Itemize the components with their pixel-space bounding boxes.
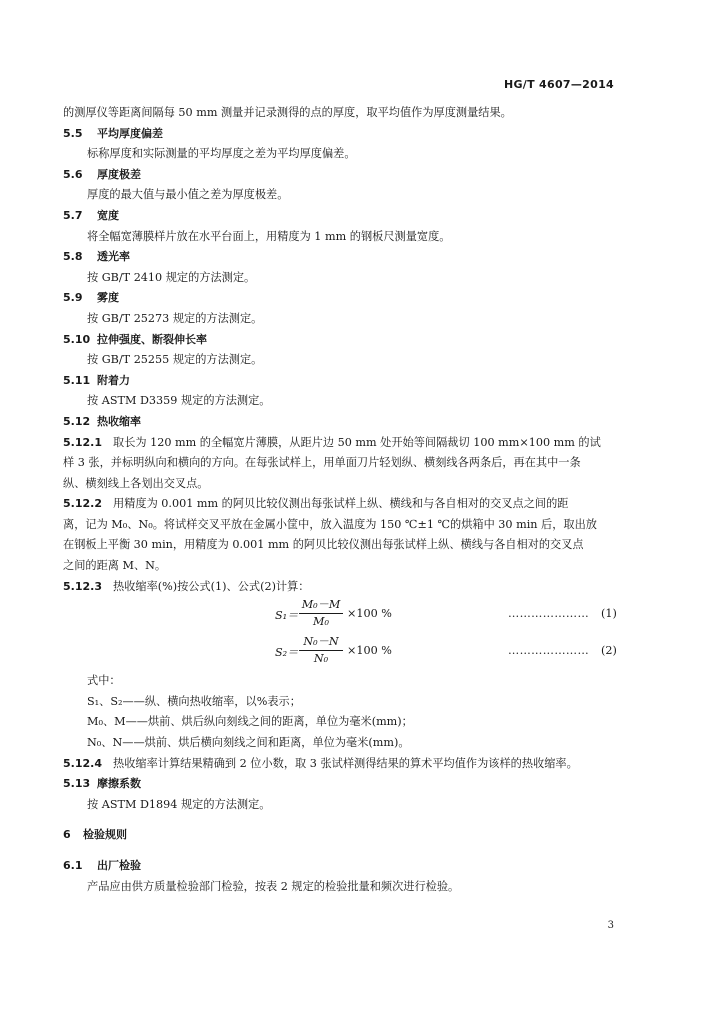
clause-5-12-2 [63,494,623,515]
section-number: 6 [63,828,71,842]
paragraph-line: 纵、横刻线上各划出交叉点。 [63,476,209,490]
clause-number: 5.12.4 [63,756,102,770]
formula-fraction [299,597,343,630]
section-title: 出厂检验 [97,859,141,872]
paragraph-line: 的测厚仪等距离间隔每 50 mm 测量并记录测得的点的厚度，取平均值作为厚度测量结果。 [63,106,512,119]
clause-text: 热收缩率(%)按公式(1)、公式(2)计算： [113,579,310,593]
paragraph-line: 标称厚度和实际测量的平均厚度之差为平均厚度偏差。 [87,147,356,161]
section-heading-5-5 [63,124,623,145]
formula-number: (2) [601,644,617,658]
section-heading-5-11 [63,371,623,392]
formula-numerator: N₀－N [299,634,343,651]
section-number: 5.12 [63,414,91,428]
section-title: 宽度 [97,208,119,222]
section-title: 附着力 [97,373,130,387]
section-number: 5.5 [63,126,83,140]
paragraph-line: 离，记为 M₀、N₀。将试样交叉平放在金属小筐中，放入温度为 150 ℃±1 ℃的烘箱中 30 min 后，取出放 [63,517,597,531]
section-heading-6 [63,825,623,846]
formula-1 [63,597,623,634]
section-number: 5.7 [63,208,83,222]
section-number: 5.11 [63,373,91,387]
clause-number: 5.12.3 [63,579,102,593]
paragraph-line: 产品应由供方质量检验部门检验，按表 2 规定的检验批量和频次进行检验。 [87,879,460,893]
clause-5-12-3 [63,577,623,598]
paragraph-line: 按 GB/T 25273 规定的方法测定。 [87,311,263,325]
paragraph-line: 在钢板上平衡 30 min，用精度为 0.001 mm 的阿贝比较仪测出每张试样上纵、横线与各自相对的交叉点 [63,538,584,552]
formula-denominator: N₀ [313,652,329,666]
formula-leader-dots: ………………… [508,644,590,658]
section-heading-5-8 [63,247,623,268]
section-title: 平均厚度偏差 [97,126,163,140]
section-number: 5.13 [63,777,91,791]
clause-text: 用精度为 0.001 mm 的阿贝比较仪测出每张试样上纵、横线和与各自相对的交叉点之间的距 [113,497,569,511]
section-title: 雾度 [97,291,119,305]
definition-line: N₀、N——烘前、烘后横向刻线之间和距离，单位为毫米(mm)。 [87,736,410,750]
page-number: 3 [607,920,614,931]
section-title: 热收缩率 [97,414,141,428]
formula-number: (1) [601,607,617,621]
clause-5-12-4 [63,754,623,775]
clause-5-12-1 [63,433,623,454]
paragraph-line: 样 3 张，并标明纵向和横向的方向。在每张试样上，用单面刀片轻划纵、横刻线各两条后，再在其中一条 [63,456,581,470]
formula-lhs: S₂＝ [275,646,299,660]
clause-text: 热收缩率计算结果精确到 2 位小数，取 3 张试样测得结果的算术平均值作为该样的热收缩率。 [113,756,578,770]
paragraph-line: 将全幅宽薄膜样片放在水平台面上，用精度为 1 mm 的钢板尺测量宽度。 [87,229,451,243]
paragraph-line: 厚度的最大值与最小值之差为厚度极差。 [87,188,289,202]
section-title: 摩擦系数 [97,777,141,791]
paragraph-line: 按 ASTM D3359 规定的方法测定。 [87,394,271,408]
section-number: 5.8 [63,250,83,264]
section-heading-5-10 [63,330,623,351]
section-title: 检验规则 [83,828,127,842]
section-number: 5.6 [63,167,83,181]
section-heading-6-1 [63,856,623,877]
section-number: 6.1 [63,859,83,872]
section-heading-5-12 [63,412,623,433]
section-heading-5-6 [63,165,623,186]
clause-number: 5.12.1 [63,435,102,449]
section-title: 透光率 [97,250,130,264]
where-label: 式中： [87,674,121,688]
standard-code: HG/T 4607—2014 [503,78,614,91]
clause-text: 取长为 120 mm 的全幅宽片薄膜，从距片边 50 mm 处开始等间隔裁切 100 mm×100 mm 的试 [113,435,601,449]
formula-lhs: S₁＝ [275,609,299,623]
formula-numerator: M₀－M [299,597,343,614]
definition-line: M₀、M——烘前、烘后纵向刻线之间的距离，单位为毫米(mm)； [87,715,413,729]
section-heading-5-13 [63,774,623,795]
paragraph-line: 按 ASTM D1894 规定的方法测定。 [87,797,271,811]
section-number: 5.10 [63,332,91,346]
section-number: 5.9 [63,291,83,305]
document-body [63,103,623,897]
paragraph-line: 按 GB/T 2410 规定的方法测定。 [87,270,256,284]
formula-fraction [299,634,343,667]
formula-rhs: ×100 % [347,607,392,621]
paragraph-line: 按 GB/T 25255 规定的方法测定。 [87,353,263,367]
section-title: 厚度极差 [97,167,141,181]
clause-number: 5.12.2 [63,497,102,511]
section-title: 拉伸强度、断裂伸长率 [97,332,207,346]
formula-2 [63,634,623,671]
formula-leader-dots: ………………… [508,607,590,621]
paragraph-line: 之间的距离 M、N。 [63,559,167,573]
section-heading-5-7 [63,206,623,227]
section-heading-5-9 [63,288,623,309]
formula-denominator: M₀ [313,615,329,629]
formula-rhs: ×100 % [347,644,392,658]
definition-line: S₁、S₂——纵、横向热收缩率，以%表示； [87,694,301,708]
